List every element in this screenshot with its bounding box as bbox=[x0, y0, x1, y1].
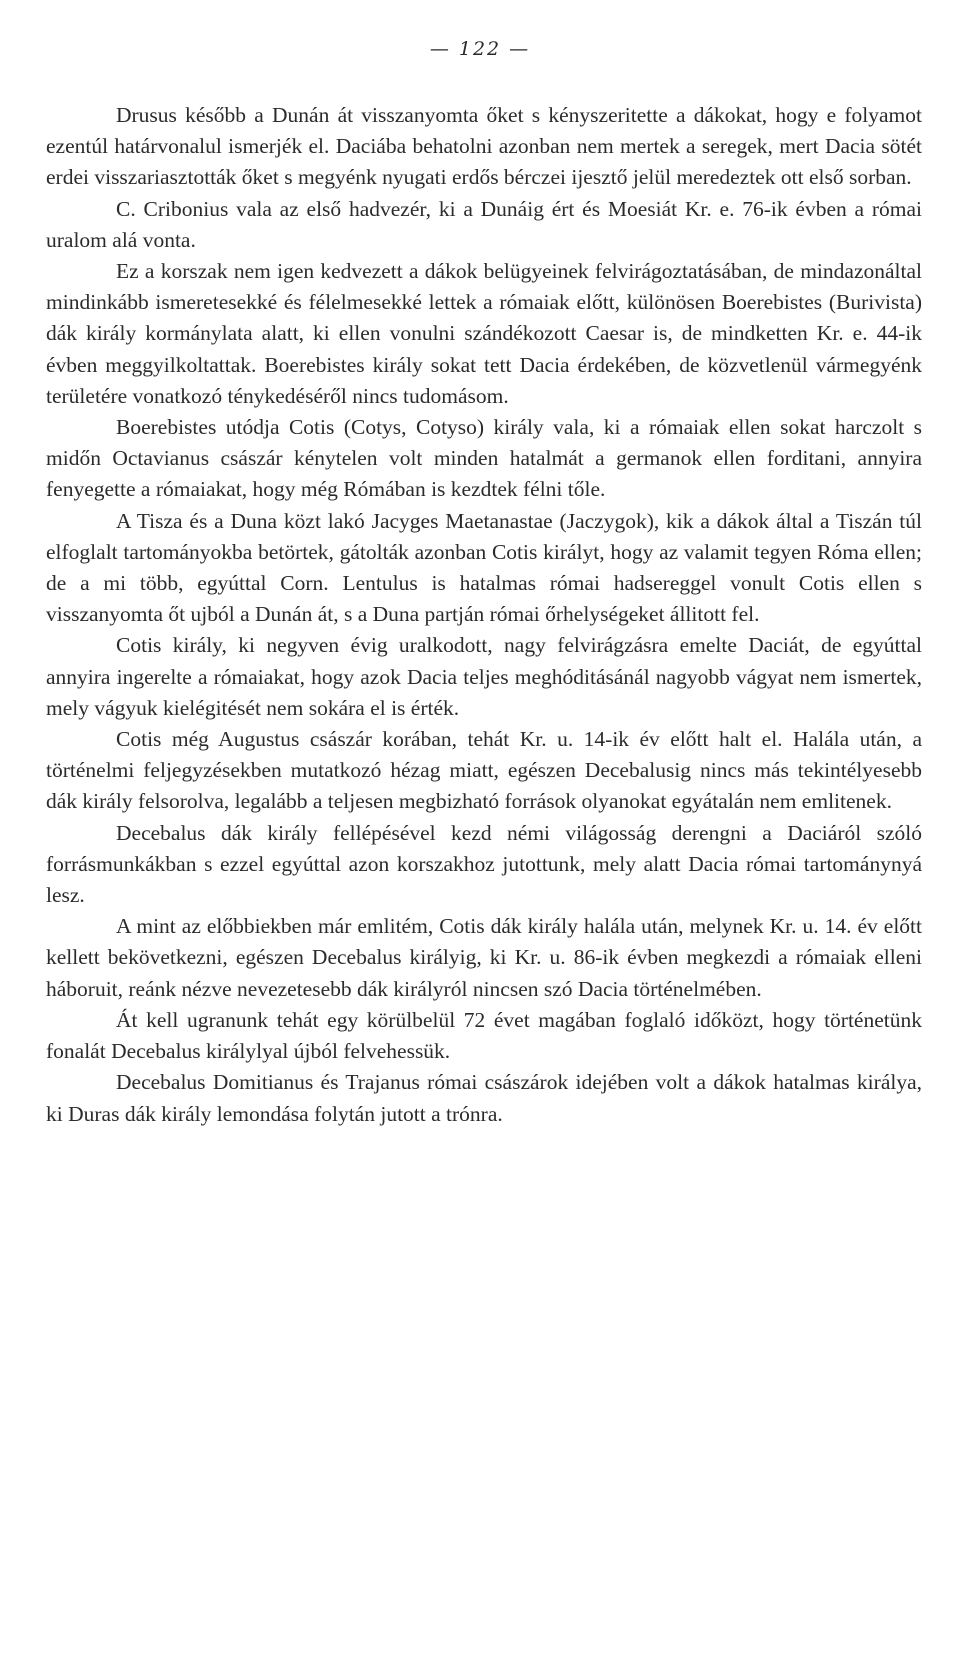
paragraph: A Tisza és a Duna közt lakó Jacyges Maetanastae (Jaczygok), kik a dákok által a Tiszán túl elfoglalt tartományokba betörtek, gátolták azonban Cotis királyt, hogy az valamit tegyen Róma ellen; de a mi több, egyúttal Corn. Lentulus is hatalmas római hadsereggel vonult Cotis ellen s visszanyomta őt ujból a Dunán át, s a Duna partján római őrhelységeket állitott fel. bbox=[46, 508, 922, 627]
paragraph: Át kell ugranunk tehát egy körülbelül 72 évet magában foglaló időközt, hogy történetünk fonalát Decebalus királylyal újból felvehessük. bbox=[46, 1007, 922, 1064]
text-body bbox=[46, 100, 922, 1130]
paragraph: Ez a korszak nem igen kedvezett a dákok belügyeinek felvirágoztatásában, de mindazonáltal mindinkább ismeretesekké és félelmesekké lettek a rómaiak előtt, különösen Boerebistes (Burivista) dák király kormánylata alatt, ki ellen vonulni szándékozott Caesar is, de mindketten Kr. e. 44-ik évben meggyilkoltattak. Boerebistes király sokat tett Dacia érdekében, de közvetlenül vármegyénk területére vonatkozó ténykedéséről nincs tudomásom. bbox=[46, 259, 922, 408]
paragraph: Cotis még Augustus császár korában, tehát Kr. u. 14-ik év előtt halt el. Halála után, a történelmi feljegyzésekben mutatkozó hézag miatt, egészen Decebalusig nincs más tekintélyesebb dák király felsorolva, legalább a teljesen megbizható források olyanokat egyátalán nem emlitenek. bbox=[46, 727, 922, 814]
paragraph: Boerebistes utódja Cotis (Cotys, Cotyso) király vala, ki a rómaiak ellen sokat harczolt s midőn Octavianus császár kénytelen volt minden hatalmát a germanok ellen forditani, annyira fenyegette a rómaiakat, hogy még Rómában is kezdtek félni tőle. bbox=[46, 415, 922, 502]
paragraph: Decebalus Domitianus és Trajanus római császárok idejében volt a dákok hatalmas királya, ki Duras dák király lemondása folytán jutott a trónra. bbox=[46, 1070, 922, 1126]
paragraph: Decebalus dák király fellépésével kezd némi világosság derengni a Daciáról szóló forrásmunkákban s ezzel egyúttal azon korszakhoz jutottunk, mely alatt Dacia római tartománynyá lesz. bbox=[46, 820, 922, 908]
page-number: — 122 — bbox=[429, 38, 531, 60]
paragraph: Drusus később a Dunán át visszanyomta őket s kényszeritette a dákokat, hogy e folyamot ezentúl határvonalul ismerjék el. Daciába behatolni azonban nem mertek a seregek, mert Dacia sötét erdei visszariasztották őket s megyénk nyugati erdős bérczei ijesztő jelül meredeztek ott első sorban. bbox=[46, 103, 922, 190]
paragraph: A mint az előbbiekben már emlitém, Cotis dák király halála után, melynek Kr. u. 14. év előtt kellett bekövetkezni, egészen Decebalus királyig, ki Kr. u. 86-ik évben megkezdi a rómaiak elleni háboruit, reánk nézve nevezetesebb dák királyról nincsen szó Dacia történelmében. bbox=[46, 914, 922, 1001]
paragraph: Cotis király, ki negyven évig uralkodott, nagy felvirágzásra emelte Daciát, de egyúttal annyira ingerelte a rómaiakat, hogy azok Dacia teljes meghóditásánál nagyobb vágyat nem ismertek, mely vágyuk kielégitését nem sokára el is érték. bbox=[46, 633, 922, 720]
paragraph: C. Cribonius vala az első hadvezér, ki a Dunáig ért és Moesiát Kr. e. 76-ik évben a római uralom alá vonta. bbox=[46, 196, 922, 252]
